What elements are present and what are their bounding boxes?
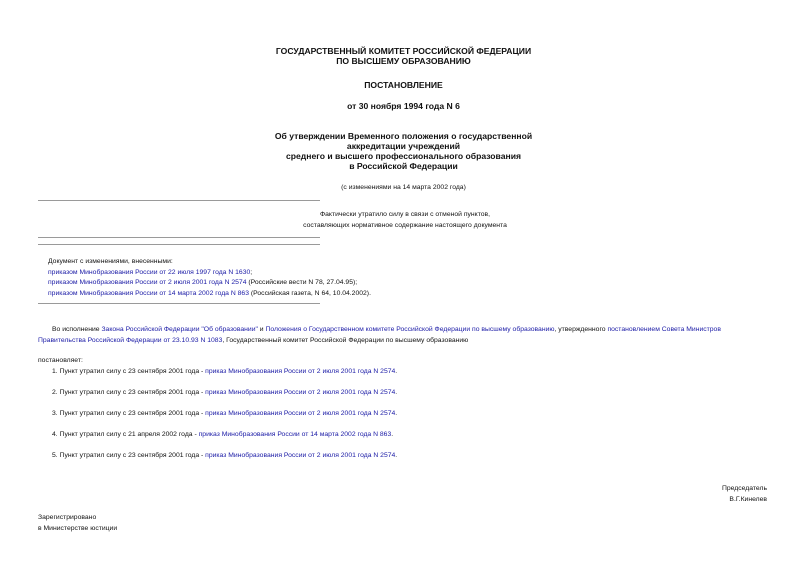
point-item [52, 430, 393, 440]
doc-title-line-2: аккредитации учреждений [346, 141, 461, 151]
point-tail: . [395, 368, 398, 375]
amendments-block [48, 257, 748, 299]
doc-title [0, 131, 807, 171]
doc-type: ПОСТАНОВЛЕНИЕ [364, 80, 443, 90]
point-text: 3. Пункт утратил силу с 23 сентября 2001 года - [52, 410, 206, 417]
doc-title-line-1: Об утверждении Временного положения о государственной [274, 131, 533, 141]
committee-heading [0, 46, 807, 66]
repeal-notice [240, 209, 570, 231]
resolution-link[interactable]: постановлением Совета Министров Правительства Российской Федерации от 23.10.93 N 1083 [38, 326, 721, 344]
preamble-paragraph [38, 325, 770, 346]
preamble-text-4: , Государственный комитет Российской Федерации по высшему образованию [222, 336, 469, 344]
signature-name: В.Г.Кинелев [729, 495, 767, 503]
registration-line-2: в Министерстве юстиции [38, 524, 118, 532]
divider-2 [38, 237, 320, 238]
amendment-item [48, 278, 748, 289]
point-tail: . [395, 389, 398, 396]
point-link[interactable]: приказ Минобразования России от 2 июля 2001 года N 2574 [205, 410, 396, 417]
point-link[interactable]: приказ Минобразования России от 2 июля 2001 года N 2574 [205, 368, 396, 375]
point-tail: . [391, 431, 394, 438]
doc-title-line-3: среднего и высшего профессионального образования [286, 151, 521, 161]
preamble-text-2: и [257, 326, 266, 333]
divider-3 [38, 244, 320, 245]
point-tail: . [395, 410, 398, 417]
preamble-text-3: , утвержденного [554, 326, 608, 333]
doc-date-number: от 30 ноября 1994 года N 6 [347, 101, 460, 111]
point-text: 4. Пункт утратил силу с 21 апреля 2002 года - [52, 431, 199, 438]
repeal-notice-line-2: составляющих нормативное содержание настоящего документа [303, 222, 507, 229]
preamble-text-1: Во исполнение [52, 326, 102, 333]
committee-line-2: ПО ВЫСШЕМУ ОБРАЗОВАНИЮ [336, 56, 471, 66]
point-text: 2. Пункт утратил силу с 23 сентября 2001 года - [52, 389, 206, 396]
point-text: 5. Пункт утратил силу с 23 сентября 2001 года - [52, 452, 206, 459]
amendment-tail: (Российская газета, N 64, 10.04.2002). [249, 289, 371, 297]
amendment-link[interactable]: приказом Минобразования России от 22 июля 1997 года N 1630 [48, 268, 251, 276]
amendment-link[interactable]: приказом Минобразования России от 14 марта 2002 года N 863 [48, 289, 249, 297]
changes-note: (с изменениями на 14 марта 2002 года) [341, 184, 466, 191]
amendment-item [48, 289, 748, 300]
doc-title-line-4: в Российской Федерации [349, 161, 458, 171]
point-item [52, 367, 397, 377]
point-text: 1. Пункт утратил силу с 23 сентября 2001 года - [52, 368, 206, 375]
repeal-notice-line-1: Фактически утратило силу в связи с отменой пунктов, [319, 211, 491, 218]
divider-4 [38, 303, 320, 304]
amendment-link[interactable]: приказом Минобразования России от 2 июля 2001 года N 2574 [48, 279, 247, 287]
point-link[interactable]: приказ Минобразования России от 2 июля 2001 года N 2574 [205, 452, 396, 459]
registration-block [38, 513, 117, 534]
regulation-link[interactable]: Положения о Государственном комитете Российской Федерации по высшему образованию [265, 326, 555, 333]
amendment-tail: ; [250, 268, 253, 276]
amendment-item [48, 268, 748, 279]
point-tail: . [395, 452, 398, 459]
amendment-tail: (Российские вести N 78, 27.04.95); [246, 279, 358, 287]
point-item [52, 409, 397, 419]
point-item [52, 451, 397, 461]
committee-line-1: ГОСУДАРСТВЕННЫЙ КОМИТЕТ РОССИЙСКОЙ ФЕДЕРАЦИИ [275, 46, 532, 56]
point-link[interactable]: приказ Минобразования России от 14 марта 2002 года N 863 [198, 431, 392, 438]
decree-word: постановляет: [38, 357, 83, 364]
signature-block [722, 484, 767, 505]
amendments-intro: Документ с изменениями, внесенными: [48, 258, 173, 265]
point-link[interactable]: приказ Минобразования России от 2 июля 2001 года N 2574 [205, 389, 396, 396]
divider-1 [38, 200, 320, 201]
law-link[interactable]: Закона Российской Федерации "Об образовании" [101, 326, 258, 333]
registration-line-1: Зарегистрировано [38, 514, 97, 521]
signature-position: Председатель [722, 485, 767, 492]
point-item [52, 388, 397, 398]
